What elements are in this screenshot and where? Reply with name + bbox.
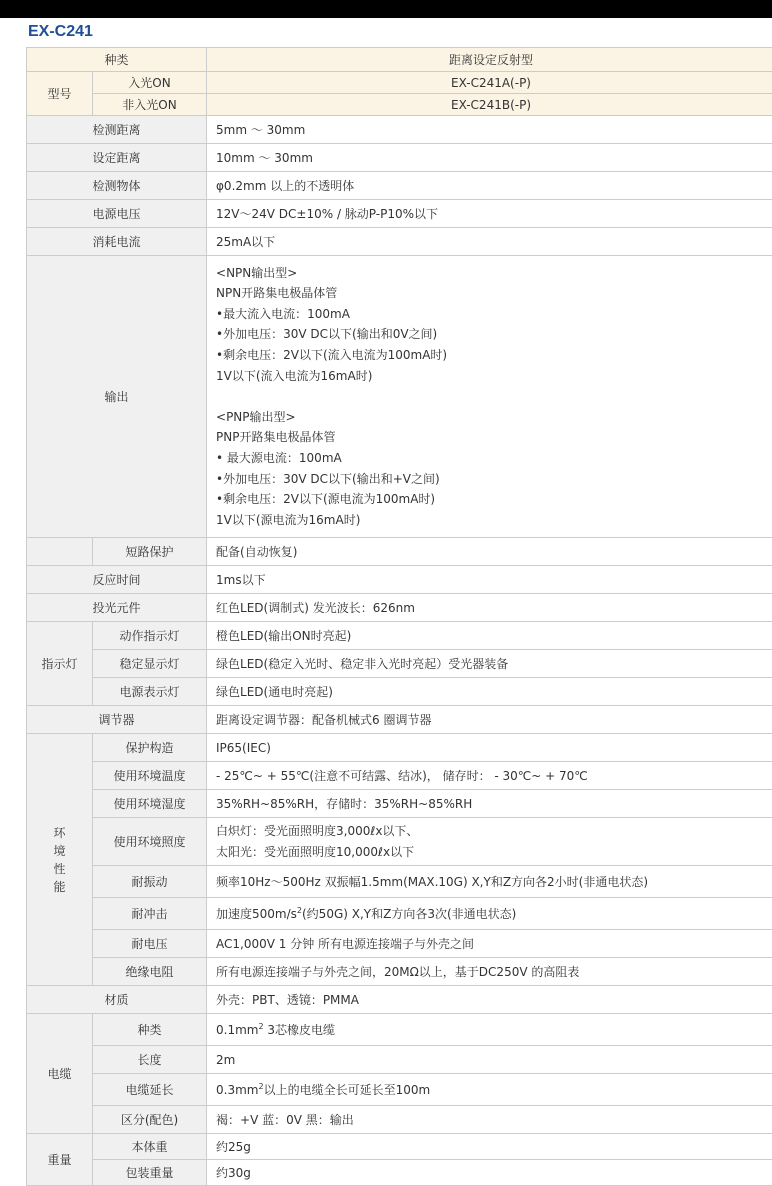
response-time-label: 反应时间 <box>27 566 207 594</box>
npn-line: •外加电压：30V DC以下(输出和0V之间) <box>216 324 767 345</box>
npn-line: NPN开路集电极晶体管 <box>216 283 767 304</box>
kind-label: 种类 <box>27 48 207 72</box>
table-row <box>27 622 772 650</box>
insulation-label: 绝缘电阻 <box>93 958 207 986</box>
cable-label: 电缆 <box>27 1014 93 1134</box>
adjuster-value: 距离设定调节器：配备机械式6 圈调节器 <box>207 706 772 734</box>
cable-extension-text: 0.3mm <box>216 1083 258 1097</box>
stability-indicator-value: 绿色LED(稳定入光时、稳定非入光时亮起）受光器装备 <box>207 650 772 678</box>
pnp-line: <PNP输出型> <box>216 407 767 428</box>
kind-value: 距离设定反射型 <box>207 48 772 72</box>
current-label: 消耗电流 <box>27 228 207 256</box>
withstand-voltage-value: AC1,000V 1 分钟 所有电源连接端子与外壳之间 <box>207 930 772 958</box>
detect-distance-label: 检测距离 <box>27 116 207 144</box>
cable-color-label: 区分(配色) <box>93 1106 207 1134</box>
cable-type-value <box>207 1014 772 1046</box>
table-row <box>27 48 772 72</box>
table-row <box>27 256 772 538</box>
indicator-label: 指示灯 <box>27 622 93 706</box>
table-row <box>27 734 772 762</box>
insulation-value: 所有电源连接端子与外壳之间，20MΩ以上，基于DC250V 的高阻表 <box>207 958 772 986</box>
spacer <box>216 386 767 407</box>
spec-table <box>26 47 772 1186</box>
operation-indicator-value: 橙色LED(输出ON时亮起) <box>207 622 772 650</box>
shock-value <box>207 898 772 930</box>
table-row <box>27 200 772 228</box>
emitter-label: 投光元件 <box>27 594 207 622</box>
operation-indicator-label: 动作指示灯 <box>93 622 207 650</box>
light-on-value: EX-C241A(-P) <box>207 72 772 94</box>
cable-type-label: 种类 <box>93 1014 207 1046</box>
table-row <box>27 1074 772 1106</box>
table-row <box>27 866 772 898</box>
package-weight-label: 包装重量 <box>93 1160 207 1186</box>
power-indicator-value: 绿色LED(通电时亮起) <box>207 678 772 706</box>
table-row <box>27 898 772 930</box>
table-row <box>27 1134 772 1160</box>
top-bar <box>0 0 772 18</box>
table-row <box>27 566 772 594</box>
body-weight-label: 本体重 <box>93 1134 207 1160</box>
body-weight-value: 约25g <box>207 1134 772 1160</box>
illuminance-label: 使用环境照度 <box>93 818 207 866</box>
package-weight-value: 约30g <box>207 1160 772 1186</box>
table-row <box>27 958 772 986</box>
cable-type-text: 0.1mm <box>216 1023 258 1037</box>
table-row <box>27 1160 772 1186</box>
environment-label-char: 性 <box>35 860 84 878</box>
material-label: 材质 <box>27 986 207 1014</box>
cable-extension-label: 电缆延长 <box>93 1074 207 1106</box>
protection-value: IP65(IEC) <box>207 734 772 762</box>
table-row <box>27 538 772 566</box>
table-row <box>27 1046 772 1074</box>
withstand-voltage-label: 耐电压 <box>93 930 207 958</box>
model-title: EX-C241 <box>28 20 93 44</box>
npn-line: •最大流入电流：100mA <box>216 304 767 325</box>
shock-text: (约50G) X,Y和Z方向各3次(非通电状态) <box>302 907 516 921</box>
table-row <box>27 650 772 678</box>
detect-object-label: 检测物体 <box>27 172 207 200</box>
temperature-value: - 25℃~ + 55℃(注意不可结露、结冰)， 储存时： - 30℃~ + 70℃ <box>207 762 772 790</box>
shock-label: 耐冲击 <box>93 898 207 930</box>
protection-label: 保护构造 <box>93 734 207 762</box>
table-row <box>27 116 772 144</box>
supply-voltage-label: 电源电压 <box>27 200 207 228</box>
response-time-value: 1ms以下 <box>207 566 772 594</box>
cable-extension-superscript: 2 <box>258 1082 263 1091</box>
npn-line: <NPN输出型> <box>216 263 767 284</box>
current-value: 25mA以下 <box>207 228 772 256</box>
table-row <box>27 94 772 116</box>
material-value: 外壳：PBT、透镜：PMMA <box>207 986 772 1014</box>
table-row <box>27 762 772 790</box>
humidity-label: 使用环境湿度 <box>93 790 207 818</box>
cable-length-label: 长度 <box>93 1046 207 1074</box>
temperature-label: 使用环境温度 <box>93 762 207 790</box>
shock-text: 加速度500m/s <box>216 907 297 921</box>
dark-on-label: 非入光ON <box>93 94 207 116</box>
table-row <box>27 228 772 256</box>
cable-length-value: 2m <box>207 1046 772 1074</box>
dark-on-value: EX-C241B(-P) <box>207 94 772 116</box>
pnp-line: • 最大源电流：100mA <box>216 448 767 469</box>
pnp-line: 1V以下(源电流为16mA时) <box>216 510 767 531</box>
table-row <box>27 986 772 1014</box>
shock-superscript: 2 <box>297 906 302 915</box>
table-row <box>27 790 772 818</box>
pnp-line: •外加电压：30V DC以下(输出和+V之间) <box>216 469 767 490</box>
cable-color-value: 褐：+V 蓝：0V 黑：输出 <box>207 1106 772 1134</box>
supply-voltage-value: 12V～24V DC±10% / 脉动P-P10%以下 <box>207 200 772 228</box>
illuminance-line: 白炽灯：受光面照明度3,000ℓx以下、 <box>216 821 767 842</box>
light-on-label: 入光ON <box>93 72 207 94</box>
cable-extension-value <box>207 1074 772 1106</box>
short-circuit-label: 短路保护 <box>93 538 207 566</box>
environment-label <box>27 734 93 986</box>
table-row <box>27 172 772 200</box>
npn-line: 1V以下(流入电流为16mA时) <box>216 366 767 387</box>
short-circuit-value: 配备(自动恢复) <box>207 538 772 566</box>
power-indicator-label: 电源表示灯 <box>93 678 207 706</box>
output-label: 输出 <box>27 256 207 538</box>
table-row <box>27 1106 772 1134</box>
set-distance-value: 10mm ～ 30mm <box>207 144 772 172</box>
table-row <box>27 1014 772 1046</box>
stability-indicator-label: 稳定显示灯 <box>93 650 207 678</box>
table-row <box>27 706 772 734</box>
environment-label-char: 能 <box>35 878 84 896</box>
table-row <box>27 930 772 958</box>
output-value <box>207 256 772 538</box>
cable-type-superscript: 2 <box>258 1022 263 1031</box>
npn-line: •剩余电压：2V以下(流入电流为100mA时) <box>216 345 767 366</box>
table-row <box>27 594 772 622</box>
table-row <box>27 818 772 866</box>
detect-object-value: φ0.2mm 以上的不透明体 <box>207 172 772 200</box>
vibration-label: 耐振动 <box>93 866 207 898</box>
vibration-value: 频率10Hz～500Hz 双振幅1.5mm(MAX.10G) X,Y和Z方向各2小时(非通电状态) <box>207 866 772 898</box>
model-label: 型号 <box>27 72 93 116</box>
set-distance-label: 设定距离 <box>27 144 207 172</box>
table-row <box>27 678 772 706</box>
detect-distance-value: 5mm ～ 30mm <box>207 116 772 144</box>
cable-extension-text: 以上的电缆全长可延长至100m <box>264 1083 431 1097</box>
pnp-line: •剩余电压：2V以下(源电流为100mA时) <box>216 489 767 510</box>
humidity-value: 35%RH~85%RH，存储时：35%RH~85%RH <box>207 790 772 818</box>
table-row <box>27 144 772 172</box>
cable-type-text: 3芯橡皮电缆 <box>264 1023 335 1037</box>
weight-label: 重量 <box>27 1134 93 1186</box>
pnp-line: PNP开路集电极晶体管 <box>216 427 767 448</box>
illuminance-line: 太阳光：受光面照明度10,000ℓx以下 <box>216 842 767 863</box>
table-row <box>27 72 772 94</box>
emitter-value: 红色LED(调制式) 发光波长：626nm <box>207 594 772 622</box>
environment-label-char: 境 <box>35 842 84 860</box>
empty-cell <box>27 538 93 566</box>
illuminance-value <box>207 818 772 866</box>
environment-label-char: 环 <box>35 824 84 842</box>
adjuster-label: 调节器 <box>27 706 207 734</box>
